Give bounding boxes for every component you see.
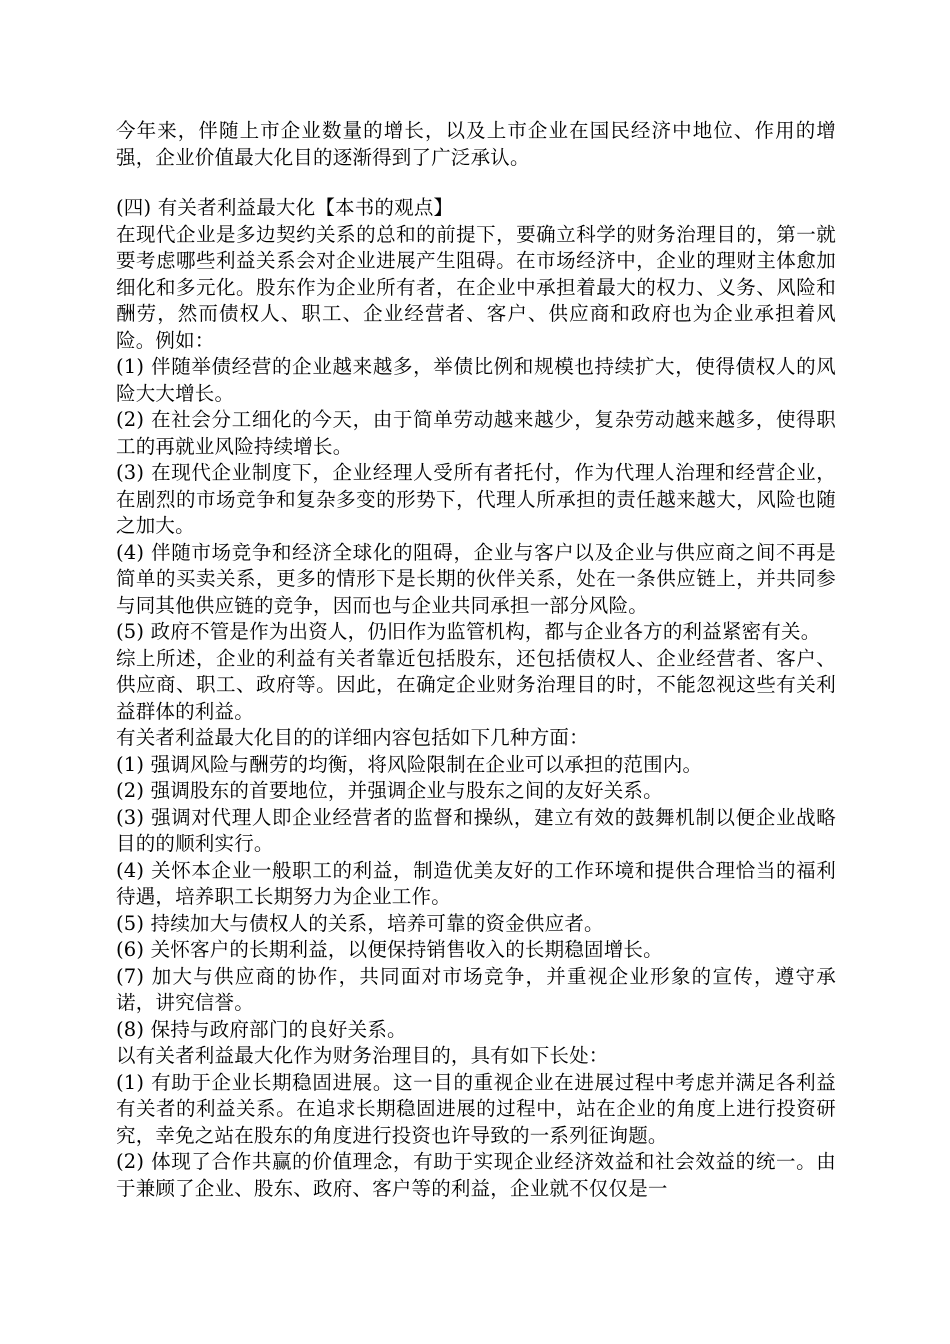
list-item-content-5: (5) 持续加大与债权人的关系，培养可靠的资金供应者。 — [116, 911, 604, 935]
paragraph-spacer — [116, 171, 836, 195]
list-item-content-7: (7) 加大与供应商的协作，共同面对市场竞争，并重视企业形象的宣传，遵守承诺，讲究信誉。 — [116, 964, 836, 1014]
list-item-content-2: (2) 强调股东的首要地位，并强调企业与股东之间的友好关系。 — [116, 779, 663, 802]
list-item-advantage-1: (1) 有助于企业长期稳固进展。这一目的重视企业在进展过程中考虑并满足各利益有关者的利益关系。在追求长期稳固进展的过程中，站在企业的角度上进行投资研究，幸免之站在股东的角度进行投资也许导致的一系列征询题。 — [116, 1070, 836, 1147]
list-item-content-3: (3) 强调对代理人即企业经营者的监督和操纵，建立有效的鼓舞机制以便企业战略目的的顺利实行。 — [116, 805, 836, 855]
list-item-risk-4: (4) 伴随市场竞争和经济全球化的阻碍，企业与客户以及企业与供应商之间不再是简单的买卖关系，更多的情形下是长期的伙伴关系，处在一条供应链上，并共同参与同其他供应链的竞争，因而也与企业共同承担一部分风险。 — [116, 540, 836, 617]
list-item-risk-3: (3) 在现代企业制度下，企业经理人受所有者托付，作为代理人治理和经营企业，在剧烈的市场竞争和复杂多变的形势下，代理人所承担的责任越来越大，风险也随之加大。 — [116, 461, 836, 537]
list-item-content-1: (1) 强调风险与酬劳的均衡，将风险限制在企业可以承担的范围内。 — [116, 752, 703, 776]
list-item-risk-2: (2) 在社会分工细化的今天，由于简单劳动越来越少，复杂劳动越来越多，使得职工的再就业风险持续增长。 — [116, 408, 836, 458]
paragraph-content-intro: 有关者利益最大化目的的详细内容包括如下几种方面： — [116, 726, 589, 749]
list-item-risk-1: (1) 伴随举债经营的企业越来越多，举债比例和规模也持续扩大，使得债权人的风险大大增长。 — [116, 355, 836, 405]
list-item-content-8: (8) 保持与政府部门的良好关系。 — [116, 1017, 407, 1041]
paragraph-premise: 在现代企业是多边契约关系的总和的前提下，要确立科学的财务治理目的，第一就要考虑哪些利益关系会对企业进展产生阻碍。在市场经济中，企业的理财主体愈加细化和多元化。股东作为企业所有者，在企业中承担着最大的权力、义务、风险和酬劳，然而债权人、职工、企业经营者、客户、供应商和政府也为企业承担着风险。例如： — [116, 222, 836, 352]
list-item-content-4: (4) 关怀本企业一般职工的利益，制造优美友好的工作环境和提供合理恰当的福利待遇，培养职工长期努力为企业工作。 — [116, 858, 836, 908]
list-item-content-6: (6) 关怀客户的长期利益，以便保持销售收入的长期稳固增长。 — [116, 938, 663, 961]
section-heading: (四) 有关者利益最大化【本书的观点】 — [116, 196, 454, 219]
list-item-advantage-2: (2) 体现了合作共赢的价值理念，有助于实现企业经济效益和社会效益的统一。由于兼顾了企业、股东、政府、客户等的利益，企业就不仅仅是一 — [116, 1150, 836, 1200]
paragraph-summary: 综上所述，企业的利益有关者靠近包括股东，还包括债权人、企业经营者、客户、供应商、职工、政府等。因此，在确定企业财务治理目的时，不能忽视这些有关利益群体的利益。 — [116, 646, 836, 723]
document-body — [116, 118, 836, 1202]
list-item-risk-5: (5) 政府不管是作为出资人，仍旧作为监管机构，都与企业各方的利益紧密有关。 — [116, 620, 821, 643]
paragraph-intro: 今年来，伴随上市企业数量的增长，以及上市企业在国民经济中地位、作用的增强，企业价值最大化目的逐渐得到了广泛承认。 — [116, 119, 836, 169]
paragraph-advantages-intro: 以有关者利益最大化作为财务治理目的，具有如下长处： — [116, 1044, 609, 1067]
